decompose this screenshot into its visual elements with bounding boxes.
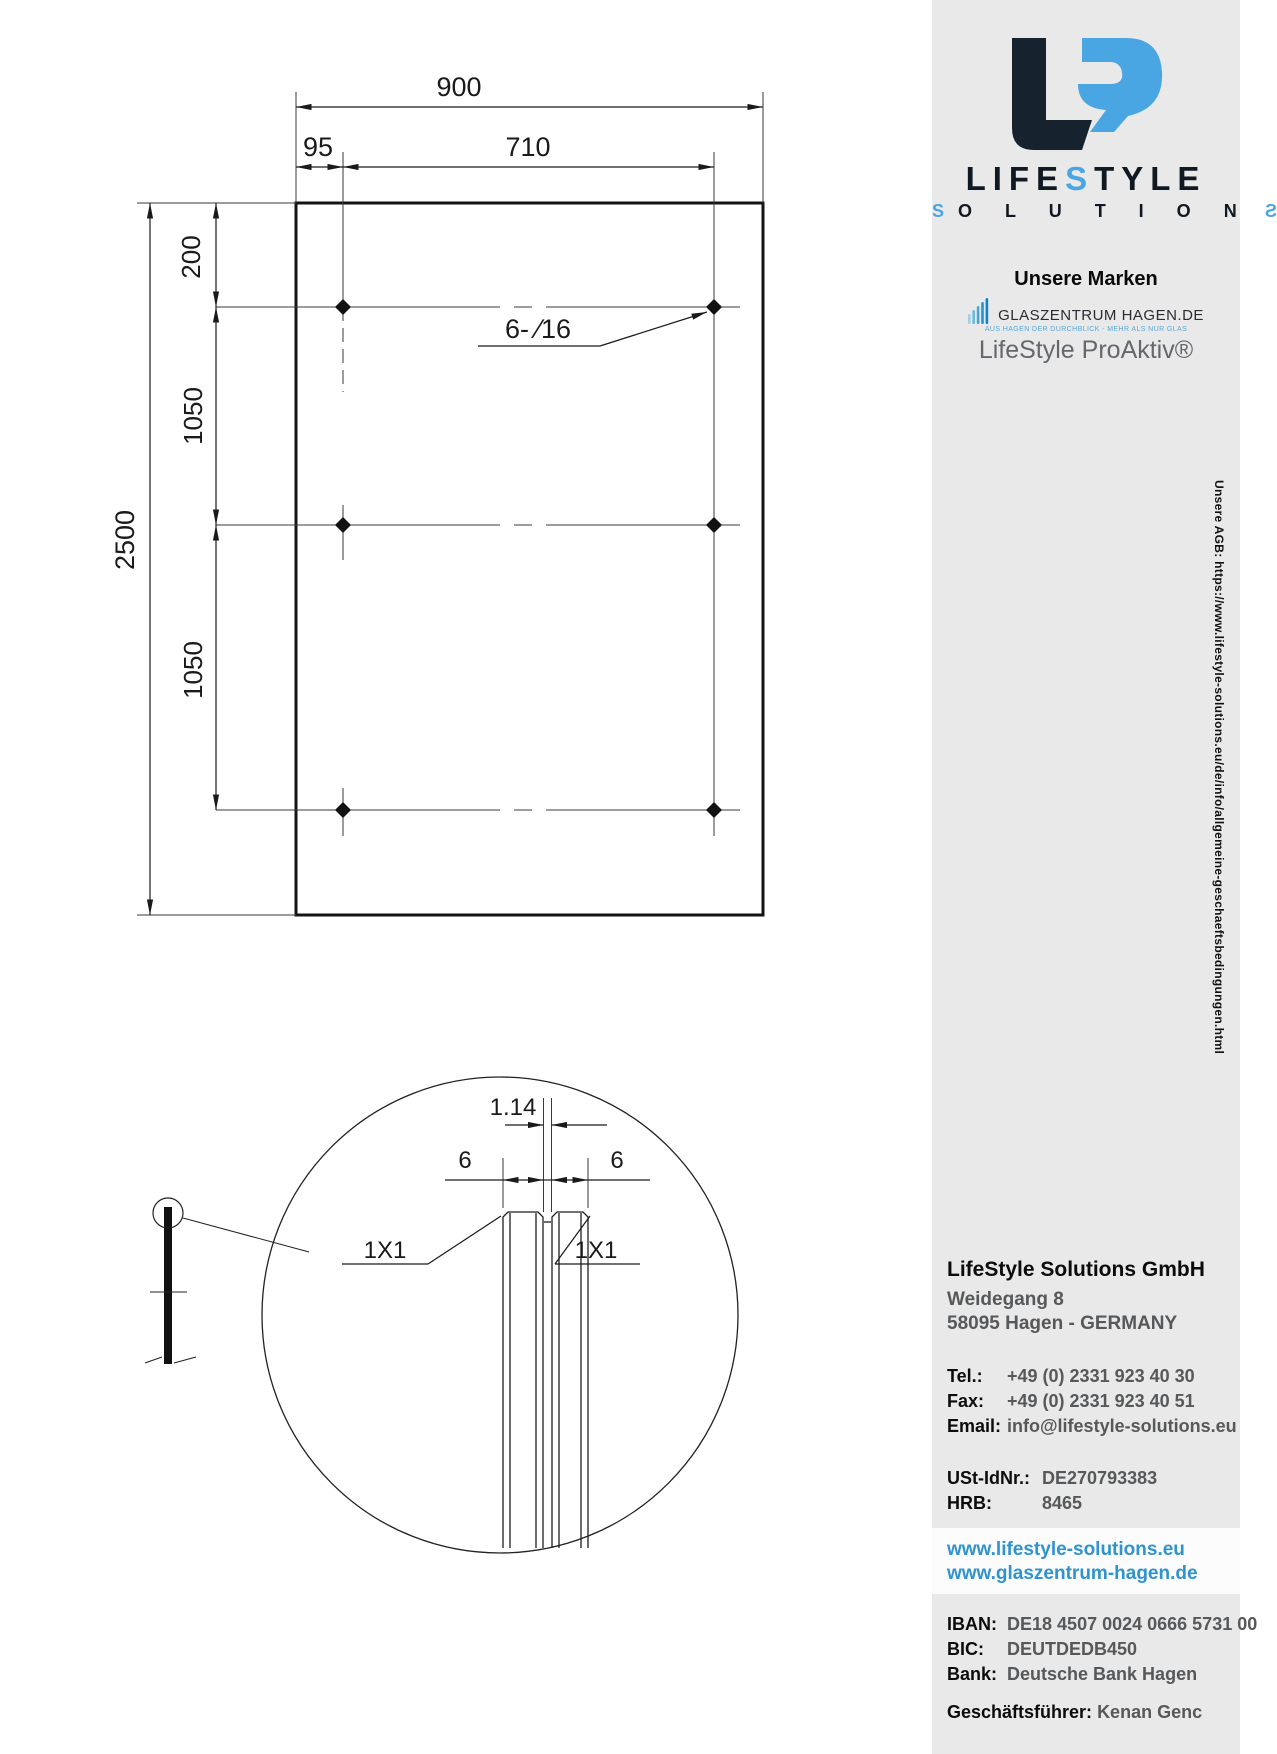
drill-holes bbox=[335, 299, 722, 818]
bic-label: BIC: bbox=[947, 1639, 984, 1659]
side-view bbox=[145, 1198, 309, 1364]
email-value: info@lifestyle-solutions.eu bbox=[1007, 1416, 1237, 1436]
dim-width: 900 bbox=[436, 72, 482, 102]
dim-row-spacing-2: 1050 bbox=[178, 641, 208, 699]
logo-word1-post: TYLE bbox=[1094, 160, 1207, 197]
holes-label: 6- ∕16 bbox=[504, 314, 572, 344]
tel-value: +49 (0) 2331 923 40 30 bbox=[1007, 1366, 1195, 1386]
registration-block bbox=[947, 1466, 1157, 1516]
bic-row bbox=[947, 1637, 1257, 1662]
email-label: Email: bbox=[947, 1416, 1002, 1436]
contact-row-fax bbox=[947, 1389, 1237, 1414]
dim-row-spacing-1: 1050 bbox=[178, 387, 208, 445]
ceo-row bbox=[947, 1702, 1202, 1723]
website-glaszentrum: www.glaszentrum-hagen.de bbox=[947, 1563, 1198, 1584]
brands-heading: Unsere Marken bbox=[1014, 268, 1158, 290]
brand-glaszentrum-tagline: AUS HAGEN DER DURCHBLICK - MEHR ALS NUR GLAS bbox=[984, 326, 1188, 333]
company-name: LifeStyle Solutions GmbH bbox=[947, 1258, 1205, 1281]
detail-dim-pane-left: 6 bbox=[458, 1147, 472, 1174]
ceo-value: Kenan Genc bbox=[1097, 1702, 1203, 1722]
hrb-label: HRB: bbox=[947, 1493, 992, 1513]
logo-wordmark-sub bbox=[932, 201, 1277, 222]
company-sidebar bbox=[932, 0, 1277, 1754]
bank-row bbox=[947, 1662, 1257, 1687]
iban-row bbox=[947, 1612, 1257, 1637]
logo-word2-mid: O L U T I O N bbox=[958, 201, 1251, 221]
bank-value: Deutsche Bank Hagen bbox=[1007, 1664, 1198, 1684]
iban-value: DE18 4507 0024 0666 5731 00 bbox=[1007, 1614, 1258, 1634]
dim-top-margin: 200 bbox=[176, 235, 206, 279]
agb-vertical-note: Unsere AGB: https://www.lifestyle-solutions.eu/de/info/allgemeine-geschaeftsbedingungen.html bbox=[1212, 480, 1226, 1055]
extension-lines bbox=[137, 92, 763, 915]
dim-hole-spacing-h: 710 bbox=[505, 132, 551, 162]
detail-leader-line bbox=[183, 1218, 309, 1252]
detail-chamfer-left: 1X1 bbox=[363, 1237, 407, 1264]
company-city: 58095 Hagen - GERMANY bbox=[947, 1313, 1178, 1334]
detail-chamfer-right: 1X1 bbox=[574, 1237, 618, 1264]
hrb-row bbox=[947, 1491, 1157, 1516]
contact-row-email bbox=[947, 1414, 1237, 1439]
websites-band bbox=[932, 1528, 1240, 1594]
brand-glaszentrum-name: GLASZENTRUM HAGEN.DE bbox=[998, 307, 1204, 324]
ustid-value: DE270793383 bbox=[1042, 1468, 1158, 1488]
dim-height: 2500 bbox=[110, 509, 140, 571]
detail-dim-pane-right: 6 bbox=[610, 1147, 624, 1174]
logo-word1-pre: LIFE bbox=[965, 160, 1066, 197]
company-street: Weidegang 8 bbox=[947, 1289, 1064, 1310]
brand-glaszentrum bbox=[932, 298, 1240, 324]
website-lifestyle: www.lifestyle-solutions.eu bbox=[947, 1539, 1185, 1560]
logo-wordmark bbox=[932, 160, 1240, 198]
ceo-label: Geschäftsführer: bbox=[947, 1702, 1093, 1722]
lifestyle-logo-icon bbox=[1004, 36, 1168, 158]
glaszentrum-icon bbox=[968, 298, 992, 324]
logo-word1-s: S bbox=[1065, 160, 1095, 197]
ustid-row bbox=[947, 1466, 1157, 1491]
hrb-value: 8465 bbox=[1042, 1493, 1083, 1513]
panel-outline bbox=[296, 203, 763, 915]
tel-label: Tel.: bbox=[947, 1366, 983, 1386]
brand-proaktiv: LifeStyle ProAktiv® bbox=[978, 336, 1194, 364]
bank-label: Bank: bbox=[947, 1664, 998, 1684]
detail-circle bbox=[262, 1077, 738, 1553]
fax-label: Fax: bbox=[947, 1391, 985, 1411]
contact-row-tel bbox=[947, 1364, 1237, 1389]
ustid-label: USt-IdNr.: bbox=[947, 1468, 1030, 1488]
detail-dim-gap: 1.14 bbox=[489, 1094, 537, 1121]
fax-value: +49 (0) 2331 923 40 51 bbox=[1007, 1391, 1195, 1411]
logo-word2-s2: S bbox=[1250, 201, 1277, 221]
bank-block bbox=[947, 1612, 1257, 1687]
dim-hole-offset: 95 bbox=[302, 132, 334, 162]
contact-block bbox=[947, 1364, 1237, 1439]
bic-value: DEUTDEDB450 bbox=[1007, 1639, 1138, 1659]
dimension-lines bbox=[150, 107, 763, 915]
iban-label: IBAN: bbox=[947, 1614, 997, 1634]
logo-word2-s1: S bbox=[932, 201, 959, 221]
